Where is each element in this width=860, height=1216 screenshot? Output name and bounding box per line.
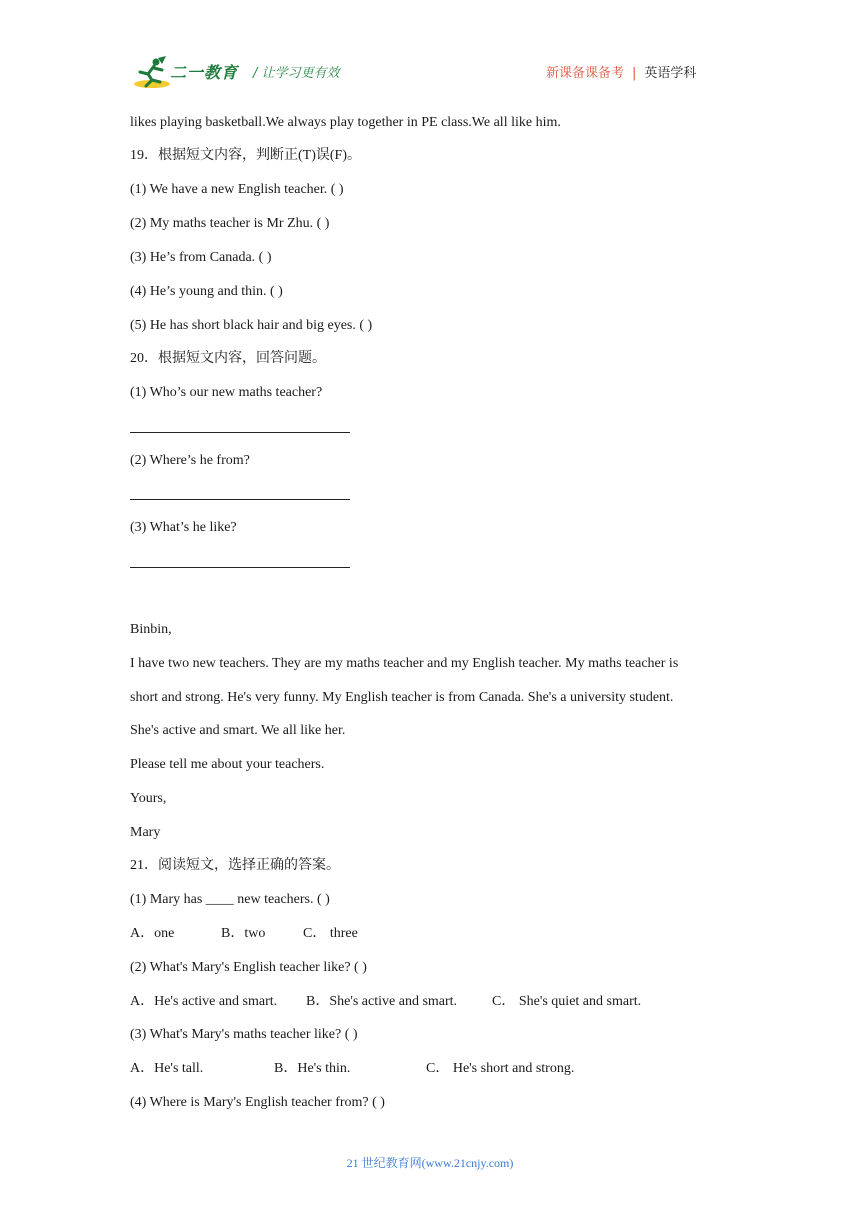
header-subject-label: 英语学科 [644,66,697,81]
q21-1-option-a[interactable]: A．one [130,926,175,941]
question-19-heading: 19．根据短文内容，判断正(T)误(F)。 [130,148,361,163]
question-19-item-4: (4) He’s young and thin. ( ) [130,284,283,299]
question-19-item-3: (3) He’s from Canada. ( ) [130,250,272,265]
page-footer: 21 世纪教育网(www.21cnjy.com) [346,1156,514,1170]
answer-blank-3[interactable] [130,567,350,568]
letter-line-3: She's active and smart. We all like her. [130,723,346,738]
header-course-label: 新课备课备考 [546,66,625,81]
question-20-item-1: (1) Who’s our new maths teacher? [130,385,323,400]
page-header [0,0,860,100]
letter-greeting: Binbin, [130,622,172,637]
logo-text: 二一教育 [170,63,239,82]
question-19-item-1: (1) We have a new English teacher. ( ) [130,182,344,197]
answer-blank-1[interactable] [130,432,350,433]
question-21-item-2: (2) What's Mary's English teacher like? ( ) [130,960,367,975]
q21-2-option-c[interactable]: C． She's quiet and smart. [492,994,642,1009]
header-right [546,62,696,81]
question-19-item-5: (5) He has short black hair and big eyes. ( ) [130,318,373,333]
answer-blank-2[interactable] [130,499,350,500]
question-21-item-3: (3) What's Mary's maths teacher like? ( ) [130,1027,358,1042]
letter-line-2: short and strong. He's very funny. My English teacher is from Canada. She's a university student. [130,690,674,705]
header-slogan: / 让学习更有效 [253,66,340,81]
q21-3-option-c[interactable]: C． He's short and strong. [426,1061,575,1076]
runner-logo-icon [132,56,172,90]
q21-2-option-b[interactable]: B．She's active and smart. [306,994,458,1009]
header-separator: | [632,66,637,81]
question-21-item-4: (4) Where is Mary's English teacher from? ( ) [130,1095,385,1110]
letter-line-4: Please tell me about your teachers. [130,757,325,772]
letter-closing: Yours, [130,791,167,806]
question-20-item-3: (3) What’s he like? [130,520,237,535]
letter-signature: Mary [130,825,161,840]
q21-1-option-c[interactable]: C． three [303,926,358,941]
q21-3-option-a[interactable]: A．He's tall. [130,1061,204,1076]
q21-1-option-b[interactable]: B．two [221,926,266,941]
q21-2-option-a[interactable]: A．He's active and smart. [130,994,278,1009]
letter-line-1: I have two new teachers. They are my maths teacher and my English teacher. My maths teacher is [130,656,679,671]
question-19-item-2: (2) My maths teacher is Mr Zhu. ( ) [130,216,330,231]
q21-3-option-b[interactable]: B．He's thin. [274,1061,351,1076]
passage-intro-line: likes playing basketball.We always play together in PE class.We all like him. [130,115,561,130]
question-21-heading: 21．阅读短文，选择正确的答案。 [130,858,340,873]
question-20-item-2: (2) Where’s he from? [130,453,250,468]
brand-logo [132,56,242,90]
question-20-heading: 20．根据短文内容，回答问题。 [130,351,326,366]
question-21-item-1: (1) Mary has ____ new teachers. ( ) [130,892,330,907]
